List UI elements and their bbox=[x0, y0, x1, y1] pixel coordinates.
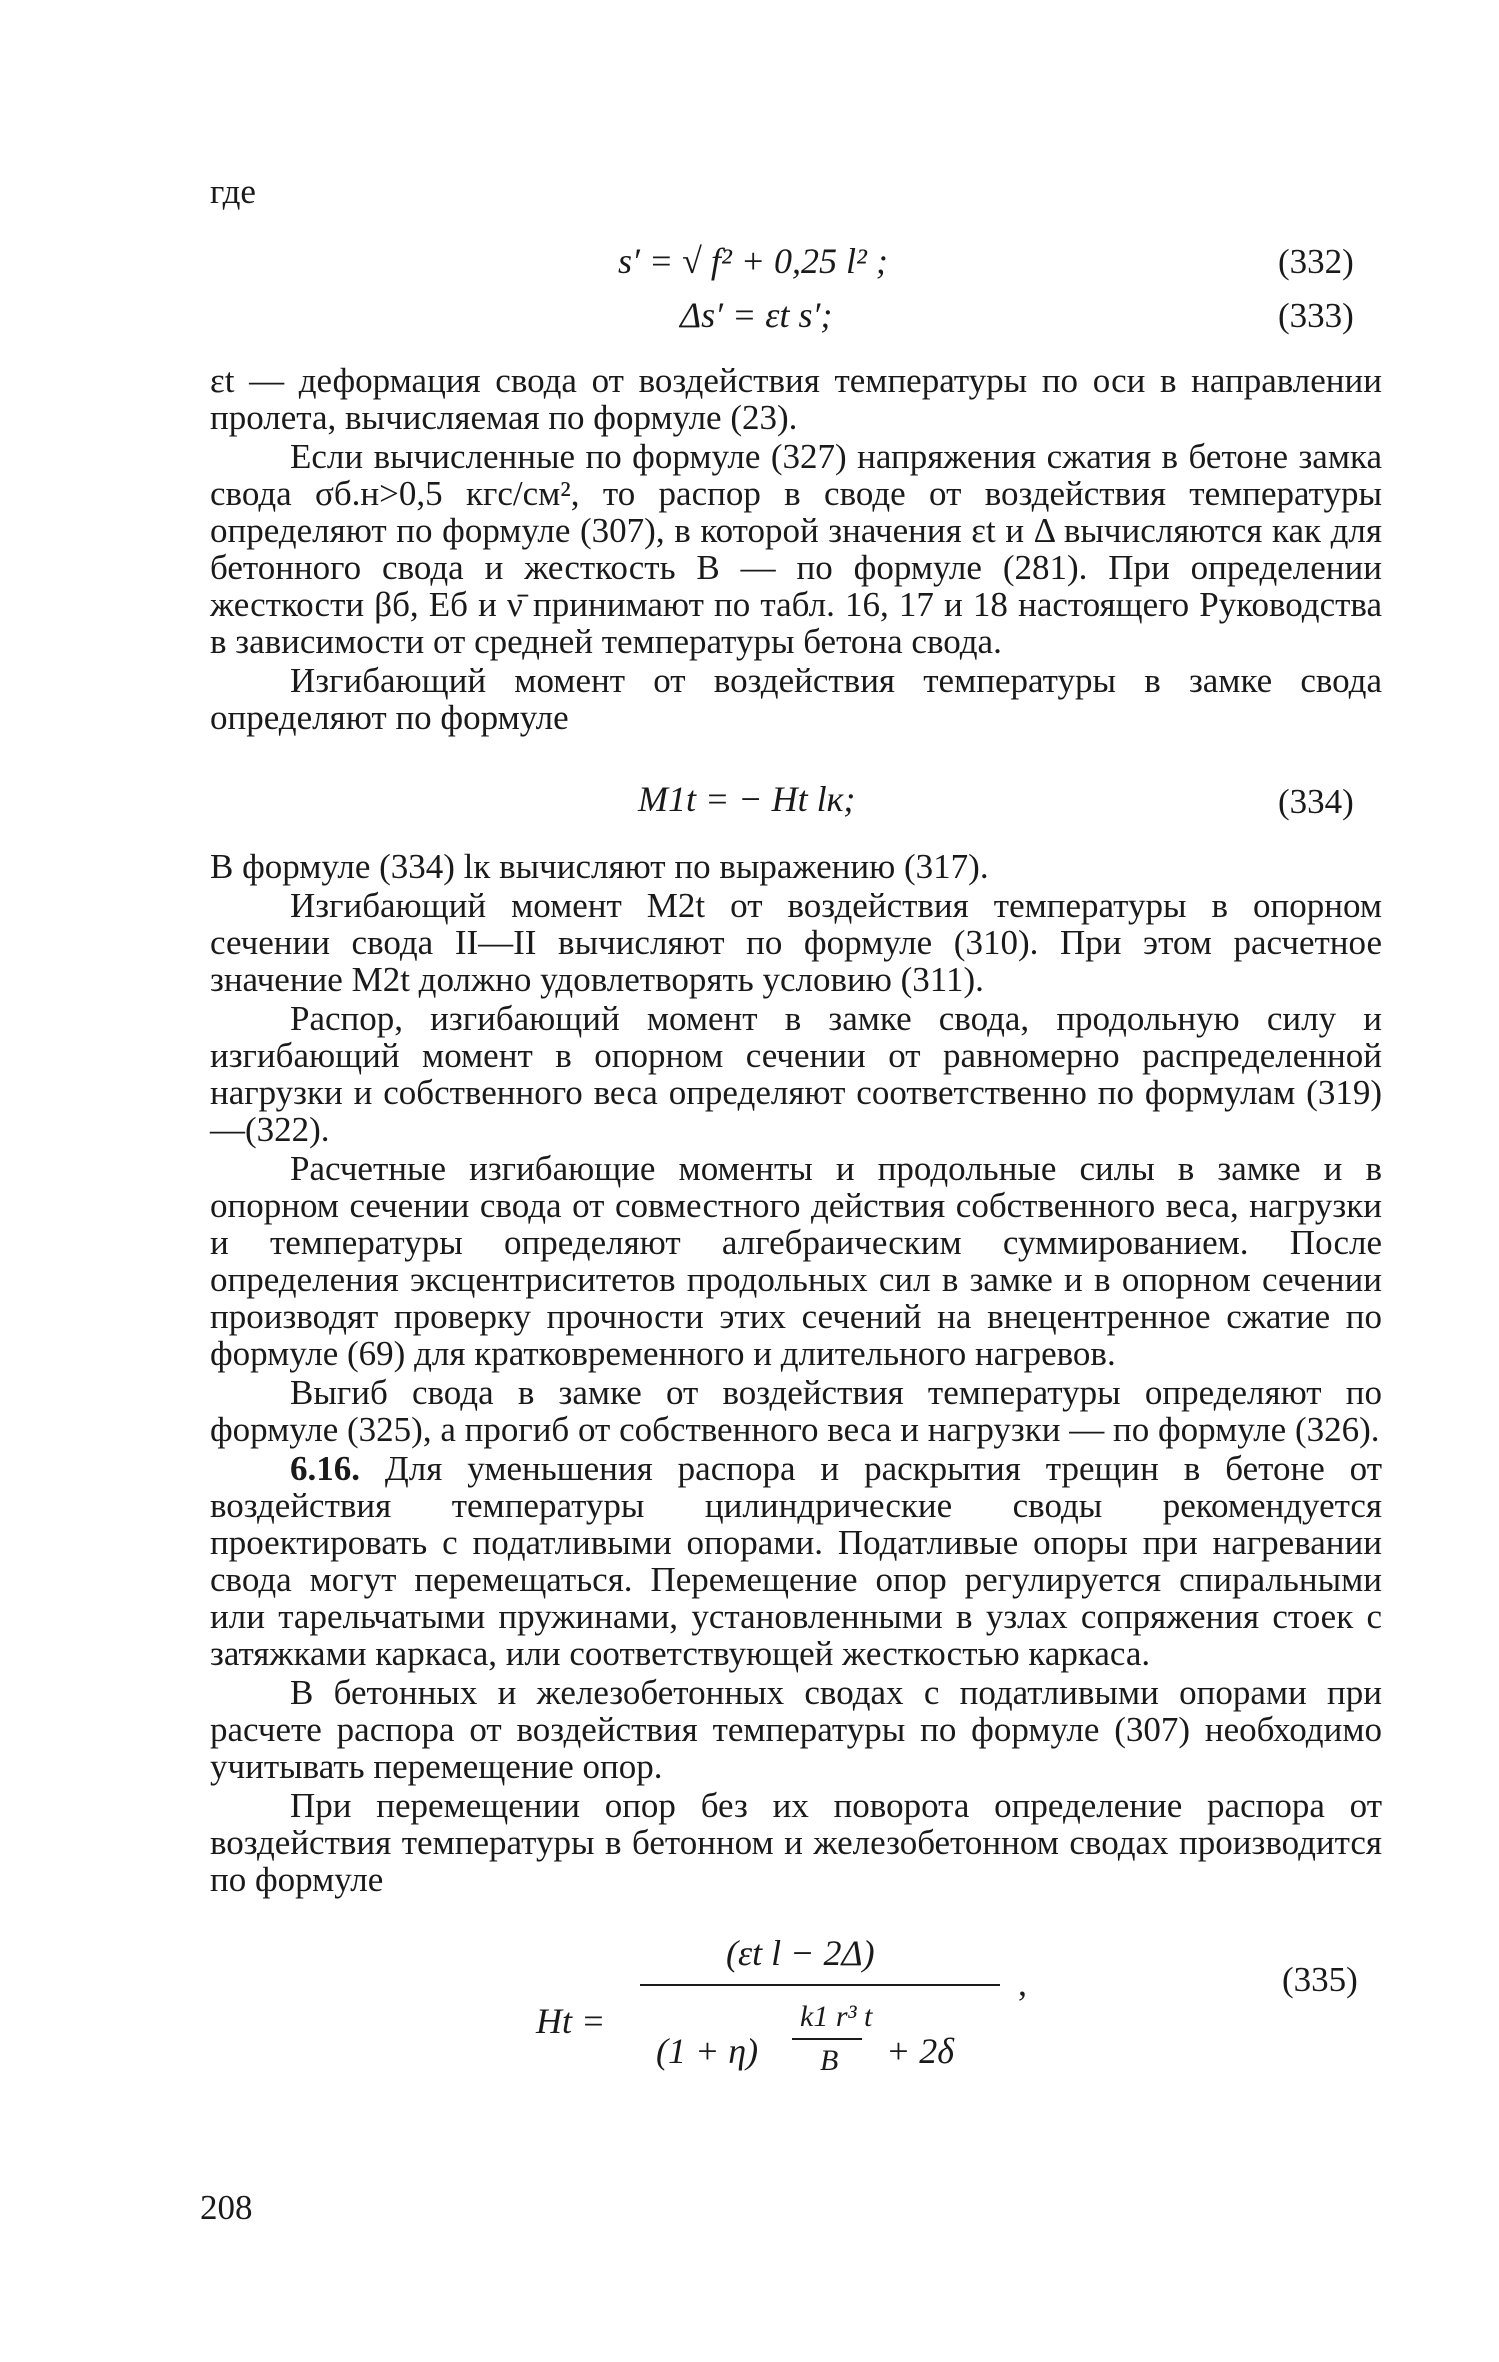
formula-334 bbox=[638, 778, 855, 820]
formula-335-fraction-line bbox=[640, 1984, 1000, 1986]
formula-335-den-frac-den: B bbox=[820, 2044, 839, 2077]
formula-335-den-left: (1 + η) bbox=[656, 2031, 759, 2071]
paragraph-support-moment: Изгибающий момент M2t от воздействия температуры в опорном сечении свода II—II вычисляют по формуле (310). При этом расчетное значение M2t должно удовлетворять условию (311). bbox=[210, 886, 1382, 999]
equation-number-334: (334) bbox=[1278, 782, 1354, 821]
paragraph-design-moments: Расчетные изгибающие моменты и продольные силы в замке и в опорном сечении свода от совместного действия собственного веса, нагрузки и температуры определяют алгебраическим суммированием. После определения эксцентриситетов продольных сил в замке и в опорном сечении производят проверку прочности этих сечений на внецентренное сжатие по формуле (69) для кратковременного и длительного нагревов. bbox=[210, 1149, 1382, 1373]
formula-332-expr: s′ = √ f² + 0,25 l² ; bbox=[618, 241, 888, 281]
formula-335-numerator: (εt l − 2Δ) bbox=[726, 1933, 875, 1973]
formula-333-expr: Δs′ = εt s′; bbox=[680, 295, 833, 335]
paragraph-support-displacement: При перемещении опор без их поворота определение распора от воздействия температуры в бетонном и железобетонном сводах производится по формуле bbox=[210, 1786, 1382, 1899]
paragraph-compliant-supports: В бетонных и железобетонных сводах с податливыми опорами при расчете распора от воздействия температуры по формуле (307) необходимо учитывать перемещение опор. bbox=[210, 1673, 1382, 1786]
section-6-16-text: Для уменьшения распора и раскрытия трещин в бетоне от воздействия температуры цилиндрические своды рекомендуется проектировать с податливыми опорами. Податливые опоры при нагревании свода могут перемещаться. Перемещение опор регулируется спиральными или тарельчатыми пружинами, установленными в узлах сопряжения стоек с затяжками каркаса, или соответствующей жесткостью каркаса. bbox=[210, 1449, 1382, 1673]
paragraph-compression-stress: Если вычисленные по формуле (327) напряжения сжатия в бетоне замка свода σб.н>0,5 кгс/см², то распор в своде от воздействия температуры определяют по формуле (307), в которой значения εt и Δ вычисляются как для бетонного свода и жесткость B — по формуле (281). При определении жесткости βб, Eб и ν̄ принимают по табл. 16, 17 и 18 настоящего Руководства в зависимости от средней температуры бетона свода. bbox=[210, 437, 1382, 661]
paragraph-epsilon-definition: εt — деформация свода от воздействия температуры по оси в направлении пролета, вычисляемая по формуле (23). bbox=[210, 361, 1382, 437]
formula-332 bbox=[618, 240, 888, 282]
paragraph-lk-note: В формуле (334) lк вычисляют по выражению (317). bbox=[210, 847, 989, 886]
text-block-1 bbox=[210, 362, 1382, 738]
intro-word: где bbox=[210, 172, 256, 211]
formula-334-expr: M1t = − Ht lк; bbox=[638, 779, 856, 819]
section-number: 6.16. bbox=[290, 1449, 360, 1488]
formula-335-trail: , bbox=[1018, 1963, 1027, 2003]
paragraph-section-6-16 bbox=[210, 1450, 1382, 1672]
paragraph-thrust-loads: Распор, изгибающий момент в замке свода, продольную силу и изгибающий момент в опорном сечении от равномерно распределенной нагрузки и собственного веса определяют соответственно по формулам (319)—(322). bbox=[210, 999, 1382, 1149]
formula-335-den-frac-num: k1 r³ t bbox=[800, 2000, 873, 2033]
formula-335-lhs: Ht = bbox=[536, 2001, 606, 2041]
page-number: 208 bbox=[200, 2188, 253, 2227]
formula-335-inner-fraction-line bbox=[792, 2038, 862, 2040]
formula-333 bbox=[680, 294, 832, 336]
equation-number-335: (335) bbox=[1282, 1960, 1358, 1999]
equation-number-333: (333) bbox=[1278, 296, 1354, 335]
paragraph-bending-moment-intro: Изгибающий момент от воздействия температуры в замке свода определяют по формуле bbox=[210, 661, 1382, 737]
formula-335-den-right: + 2δ bbox=[886, 2031, 955, 2071]
text-block-2 bbox=[210, 848, 1382, 1900]
equation-number-332: (332) bbox=[1278, 242, 1354, 281]
paragraph-deflection: Выгиб свода в замке от воздействия температуры определяют по формуле (325), а прогиб от собственного веса и нагрузки — по формуле (326). bbox=[210, 1373, 1382, 1449]
